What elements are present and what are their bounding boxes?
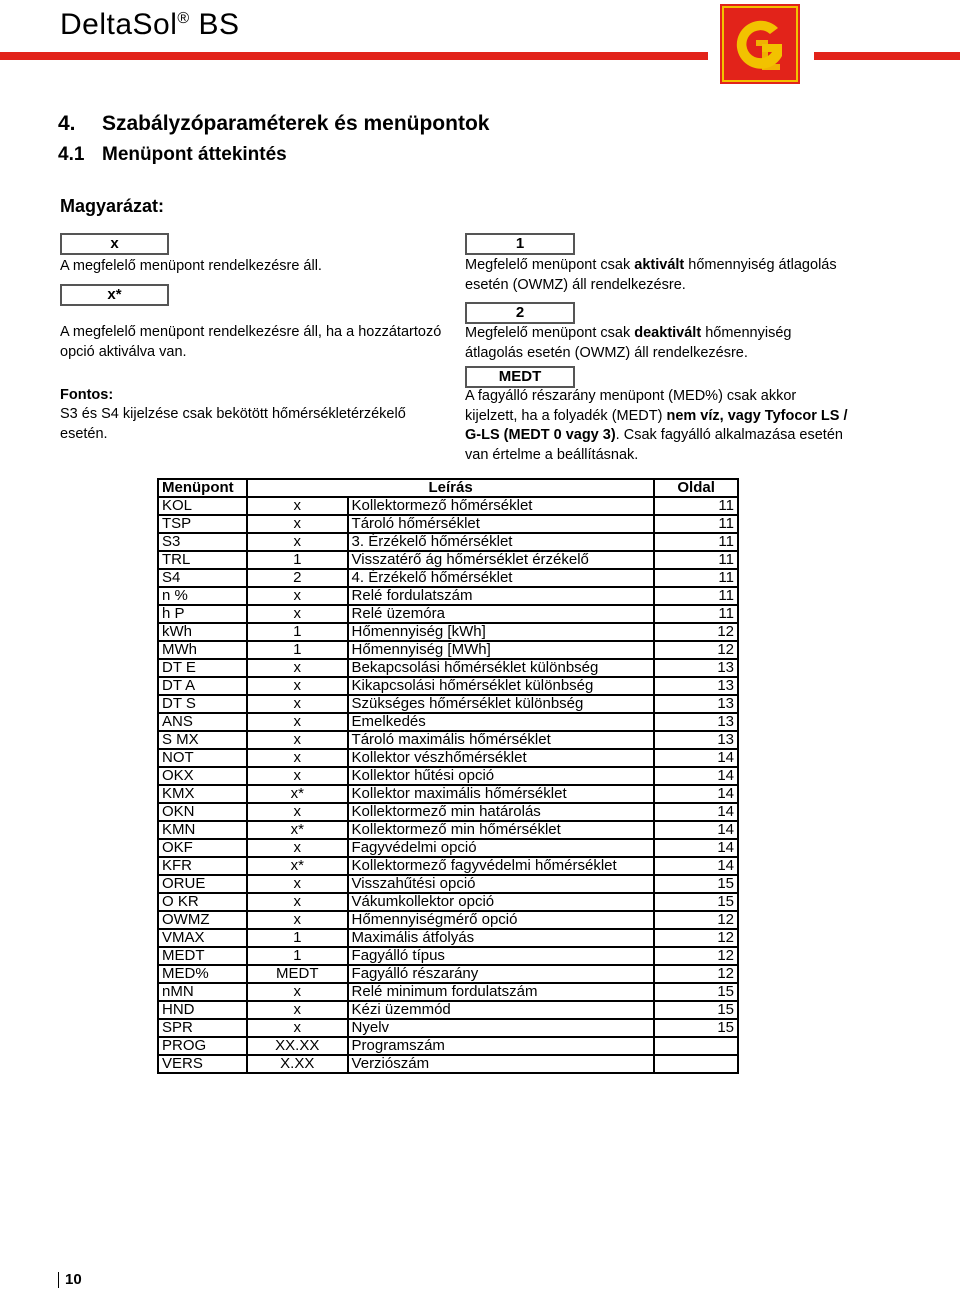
description: Vákumkollektor opció	[348, 893, 655, 911]
table-header-row	[158, 479, 738, 497]
availability: x	[247, 767, 348, 785]
availability: x	[247, 983, 348, 1001]
menu-code: DT A	[158, 677, 247, 695]
page-ref: 12	[654, 947, 738, 965]
menu-overview-table	[157, 478, 739, 1074]
availability: x*	[247, 857, 348, 875]
menu-code: OKF	[158, 839, 247, 857]
legend-1-text-a: Megfelelő menüpont csak	[465, 257, 635, 273]
description: Kikapcsolási hőmérséklet különbség	[348, 677, 655, 695]
legend-1-text-bold: aktivált	[634, 257, 685, 273]
page-ref: 14	[654, 857, 738, 875]
description: Kollektor maximális hőmérséklet	[348, 785, 655, 803]
page-ref: 12	[654, 641, 738, 659]
availability: x	[247, 731, 348, 749]
menu-code: KOL	[158, 497, 247, 515]
description: Kézi üzemmód	[348, 1001, 655, 1019]
menu-code: nMN	[158, 983, 247, 1001]
availability: x	[247, 587, 348, 605]
important-text: S3 és S4 kijelzése csak bekötött hőmérsékletérzékelő esetén.	[60, 406, 406, 442]
description: Hőmennyiség [kWh]	[348, 623, 655, 641]
description: Relé fordulatszám	[348, 587, 655, 605]
description: Tároló hőmérséklet	[348, 515, 655, 533]
header-menupont: Menüpont	[158, 479, 247, 497]
page-ref: 11	[654, 587, 738, 605]
description: Kollektor hűtési opció	[348, 767, 655, 785]
page-ref: 14	[654, 767, 738, 785]
menu-code: MEDT	[158, 947, 247, 965]
table-row	[158, 533, 738, 551]
legend-xstar-text: A megfelelő menüpont rendelkezésre áll, ha a hozzátartozó opció aktiválva van.	[60, 324, 442, 360]
availability: x	[247, 749, 348, 767]
legend-1-box: 1	[465, 233, 575, 255]
table-row	[158, 515, 738, 533]
page-ref: 12	[654, 929, 738, 947]
header-leiras: Leírás	[247, 479, 654, 497]
legend-x-box: x	[60, 233, 169, 255]
description: Kollektor vészhőmérséklet	[348, 749, 655, 767]
page-ref: 13	[654, 659, 738, 677]
header-oldal: Oldal	[654, 479, 738, 497]
menu-code: kWh	[158, 623, 247, 641]
page-ref: 15	[654, 893, 738, 911]
legend-2-text	[465, 324, 850, 363]
description: Fagyálló részarány	[348, 965, 655, 983]
table-row	[158, 839, 738, 857]
availability: x	[247, 605, 348, 623]
table-row	[158, 821, 738, 839]
page-ref: 12	[654, 965, 738, 983]
page-ref: 11	[654, 605, 738, 623]
page-ref: 11	[654, 569, 738, 587]
menu-code: VMAX	[158, 929, 247, 947]
availability: 1	[247, 623, 348, 641]
table-row	[158, 947, 738, 965]
availability: x	[247, 515, 348, 533]
availability: x	[247, 677, 348, 695]
menu-code: MED%	[158, 965, 247, 983]
table-row	[158, 551, 738, 569]
legend-1-text	[465, 256, 850, 295]
availability: x	[247, 695, 348, 713]
section-number: 4.	[58, 112, 76, 135]
legend-2-text-c: hőmennyiség átlagolás esetén (OWMZ) áll rendelkezésre.	[465, 325, 792, 361]
table-row	[158, 803, 738, 821]
table-row	[158, 875, 738, 893]
table-row	[158, 785, 738, 803]
page-number: 10	[58, 1272, 82, 1288]
page-ref: 11	[654, 497, 738, 515]
availability: x	[247, 1019, 348, 1037]
table-row	[158, 749, 738, 767]
description: Relé minimum fordulatszám	[348, 983, 655, 1001]
page-ref: 13	[654, 713, 738, 731]
availability: x	[247, 839, 348, 857]
menu-code: ANS	[158, 713, 247, 731]
page-ref: 14	[654, 803, 738, 821]
availability: 1	[247, 641, 348, 659]
table-row	[158, 587, 738, 605]
page-ref: 14	[654, 749, 738, 767]
registered-mark: ®	[177, 10, 190, 27]
subsection-number: 4.1	[58, 144, 85, 165]
availability: x	[247, 713, 348, 731]
description: 4. Érzékelő hőmérséklet	[348, 569, 655, 587]
legend-x-text: A megfelelő menüpont rendelkezésre áll.	[60, 258, 322, 274]
page-ref: 13	[654, 731, 738, 749]
menu-code: KMN	[158, 821, 247, 839]
availability: x	[247, 893, 348, 911]
subsection-title: Menüpont áttekintés	[102, 144, 287, 165]
description: Hőmennyiség [MWh]	[348, 641, 655, 659]
legend-xstar-box: x*	[60, 284, 169, 306]
description: Fagyálló típus	[348, 947, 655, 965]
page-ref: 15	[654, 875, 738, 893]
table-row	[158, 911, 738, 929]
menu-code: ORUE	[158, 875, 247, 893]
table-row	[158, 623, 738, 641]
brand-name: DeltaSol	[60, 8, 178, 41]
menu-code: SPR	[158, 1019, 247, 1037]
availability: X.XX	[247, 1055, 348, 1073]
table-row	[158, 1037, 738, 1055]
page-ref: 14	[654, 821, 738, 839]
table-row	[158, 965, 738, 983]
legend-2-box: 2	[465, 302, 575, 324]
availability: x	[247, 1001, 348, 1019]
description: Emelkedés	[348, 713, 655, 731]
menu-code: DT S	[158, 695, 247, 713]
menu-code: HND	[158, 1001, 247, 1019]
table-row	[158, 605, 738, 623]
table-row	[158, 497, 738, 515]
page-ref: 14	[654, 839, 738, 857]
page-ref	[654, 1055, 738, 1073]
table-row	[158, 767, 738, 785]
table-row	[158, 1001, 738, 1019]
legend-2-text-a: Megfelelő menüpont csak	[465, 325, 635, 341]
table-row	[158, 695, 738, 713]
availability: x	[247, 875, 348, 893]
availability: 2	[247, 569, 348, 587]
table-row	[158, 659, 738, 677]
menu-code: S4	[158, 569, 247, 587]
description: Verziószám	[348, 1055, 655, 1073]
menu-code: NOT	[158, 749, 247, 767]
availability: x*	[247, 785, 348, 803]
page-ref: 11	[654, 533, 738, 551]
legend-medt-text-c: . Csak fagyálló alkalmazása esetén van értelme a beállításnak.	[465, 427, 843, 463]
page-ref: 12	[654, 911, 738, 929]
table-row	[158, 713, 738, 731]
page-ref: 14	[654, 785, 738, 803]
legend-medt-box: MEDT	[465, 366, 575, 388]
description: Fagyvédelmi opció	[348, 839, 655, 857]
description: Visszatérő ág hőmérséklet érzékelő	[348, 551, 655, 569]
header-red-bar-left	[0, 52, 708, 60]
section-heading	[58, 112, 489, 136]
page-ref: 12	[654, 623, 738, 641]
availability: 1	[247, 947, 348, 965]
availability: x	[247, 803, 348, 821]
brand-title	[60, 8, 240, 42]
legend-medt-text-a: A fagyálló részarány menüpont (MED%) csak akkor kijelzett, ha a folyadék (MEDT)	[465, 388, 797, 424]
description: Szükséges hőmérséklet különbség	[348, 695, 655, 713]
description: Nyelv	[348, 1019, 655, 1037]
availability: x	[247, 911, 348, 929]
page-ref: 15	[654, 1001, 738, 1019]
availability: MEDT	[247, 965, 348, 983]
page-ref	[654, 1037, 738, 1055]
description: 3. Érzékelő hőmérséklet	[348, 533, 655, 551]
availability: 1	[247, 551, 348, 569]
table-row	[158, 1055, 738, 1073]
menu-code: n %	[158, 587, 247, 605]
description: Kollektormező hőmérséklet	[348, 497, 655, 515]
menu-code: KMX	[158, 785, 247, 803]
menu-code: TSP	[158, 515, 247, 533]
page-ref: 11	[654, 551, 738, 569]
page-ref: 15	[654, 983, 738, 1001]
description: Kollektormező min határolás	[348, 803, 655, 821]
availability: x*	[247, 821, 348, 839]
brand-suffix: BS	[198, 8, 240, 41]
page-ref: 13	[654, 677, 738, 695]
header-red-bar-right	[814, 52, 960, 60]
availability: x	[247, 497, 348, 515]
legend-medt-text	[465, 387, 850, 465]
menu-code: S MX	[158, 731, 247, 749]
menu-code: VERS	[158, 1055, 247, 1073]
table-row	[158, 569, 738, 587]
section-title: Szabályzóparaméterek és menüpontok	[102, 112, 490, 135]
legend-1-text-c: hőmennyiség átlagolás esetén (OWMZ) áll rendelkezésre.	[465, 257, 837, 293]
menu-code: PROG	[158, 1037, 247, 1055]
availability: XX.XX	[247, 1037, 348, 1055]
menu-code: OKX	[158, 767, 247, 785]
menu-code: OWMZ	[158, 911, 247, 929]
table-row	[158, 983, 738, 1001]
legend-title: Magyarázat:	[60, 196, 165, 216]
table-row	[158, 641, 738, 659]
description: Hőmennyiségmérő opció	[348, 911, 655, 929]
table-row	[158, 929, 738, 947]
page-ref: 13	[654, 695, 738, 713]
menu-code: KFR	[158, 857, 247, 875]
table-row	[158, 731, 738, 749]
table-row	[158, 893, 738, 911]
legend-medt-text-bold: nem víz, vagy Tyfocor LS / G-LS (MEDT 0 vagy 3)	[465, 407, 848, 443]
company-logo-icon	[720, 4, 800, 84]
description: Bekapcsolási hőmérséklet különbség	[348, 659, 655, 677]
menu-code: DT E	[158, 659, 247, 677]
subsection-heading	[58, 144, 287, 166]
page-ref: 11	[654, 515, 738, 533]
description: Maximális átfolyás	[348, 929, 655, 947]
description: Visszahűtési opció	[348, 875, 655, 893]
legend-2-text-bold: deaktivált	[634, 325, 702, 341]
description: Tároló maximális hőmérséklet	[348, 731, 655, 749]
menu-code: MWh	[158, 641, 247, 659]
menu-code: O KR	[158, 893, 247, 911]
menu-code: OKN	[158, 803, 247, 821]
description: Relé üzemóra	[348, 605, 655, 623]
description: Kollektormező fagyvédelmi hőmérséklet	[348, 857, 655, 875]
availability: x	[247, 533, 348, 551]
table-row	[158, 1019, 738, 1037]
availability: 1	[247, 929, 348, 947]
menu-code: S3	[158, 533, 247, 551]
important-label: Fontos:	[60, 387, 114, 403]
availability: x	[247, 659, 348, 677]
table-row	[158, 677, 738, 695]
description: Programszám	[348, 1037, 655, 1055]
menu-code: h P	[158, 605, 247, 623]
menu-code: TRL	[158, 551, 247, 569]
table-row	[158, 857, 738, 875]
description: Kollektormező min hőmérséklet	[348, 821, 655, 839]
page-ref: 15	[654, 1019, 738, 1037]
